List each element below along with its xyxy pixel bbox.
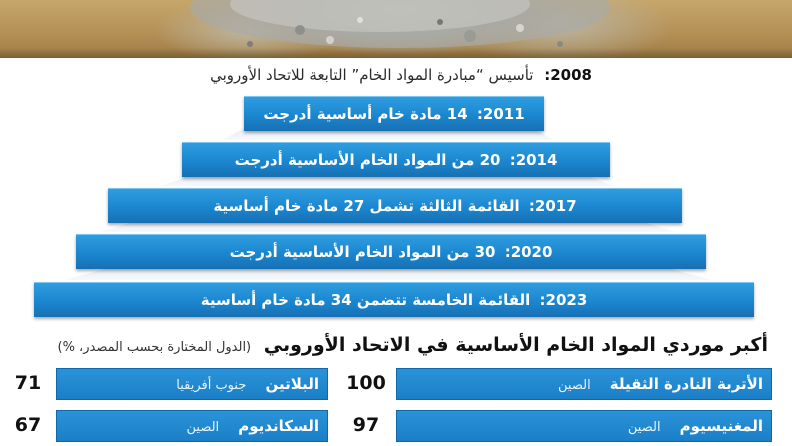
tier-text: 14 مادة خام أساسية أدرجت bbox=[263, 105, 468, 123]
supplier-row-heavy-rare-earths bbox=[396, 368, 772, 400]
supplier-source: الصين bbox=[186, 420, 220, 435]
timeline-tier-2020 bbox=[76, 234, 706, 269]
supplier-source: الصين bbox=[627, 420, 661, 435]
supplier-material: المغنيسيوم bbox=[679, 417, 763, 435]
timeline-tier-2014 bbox=[182, 142, 610, 177]
supplier-material: الأتربة النادرة الثقيلة bbox=[609, 375, 763, 393]
tier-year: 2017: bbox=[528, 197, 577, 215]
timeline-tier-2023 bbox=[34, 282, 754, 317]
intro-year: 2008: bbox=[544, 66, 592, 84]
supplier-share: 97 bbox=[352, 414, 380, 436]
supplier-share: 71 bbox=[14, 372, 42, 394]
supplier-row-scandium bbox=[56, 410, 328, 442]
supplier-source: جنوب أفريقيا bbox=[176, 378, 247, 393]
tier-year: 2023: bbox=[539, 291, 588, 309]
supplier-share: 100 bbox=[346, 372, 386, 394]
suppliers-heading bbox=[58, 332, 769, 358]
supplier-material: السكانديوم bbox=[238, 417, 319, 435]
tier-text: 20 من المواد الخام الأساسية أدرجت bbox=[234, 151, 501, 169]
suppliers-note: (الدول المختارة بحسب المصدر، %) bbox=[57, 340, 252, 355]
supplier-source: الصين bbox=[558, 378, 591, 393]
timeline-tier-2017 bbox=[108, 188, 682, 223]
tier-text: القائمة الخامسة تتضمن 34 مادة خام أساسية bbox=[200, 291, 531, 309]
tier-text: القائمة الثالثة تشمل 27 مادة خام أساسية bbox=[213, 197, 520, 215]
tier-text: 30 من المواد الخام الأساسية أدرجت bbox=[229, 243, 496, 261]
supplier-material: البلاتين bbox=[265, 375, 319, 393]
suppliers-title: أكبر موردي المواد الخام الأساسية في الاتحاد الأوروبي bbox=[263, 334, 768, 356]
tier-year: 2011: bbox=[476, 105, 525, 123]
intro-text: تأسيس “مبادرة المواد الخام” التابعة للاتحاد الأوروبي bbox=[210, 66, 534, 84]
timeline-tier-2011 bbox=[244, 96, 544, 131]
supplier-row-magnesium bbox=[396, 410, 772, 442]
tier-year: 2020: bbox=[504, 243, 553, 261]
supplier-share: 67 bbox=[14, 414, 42, 436]
supplier-row-platinum bbox=[56, 368, 328, 400]
tier-year: 2014: bbox=[509, 151, 558, 169]
